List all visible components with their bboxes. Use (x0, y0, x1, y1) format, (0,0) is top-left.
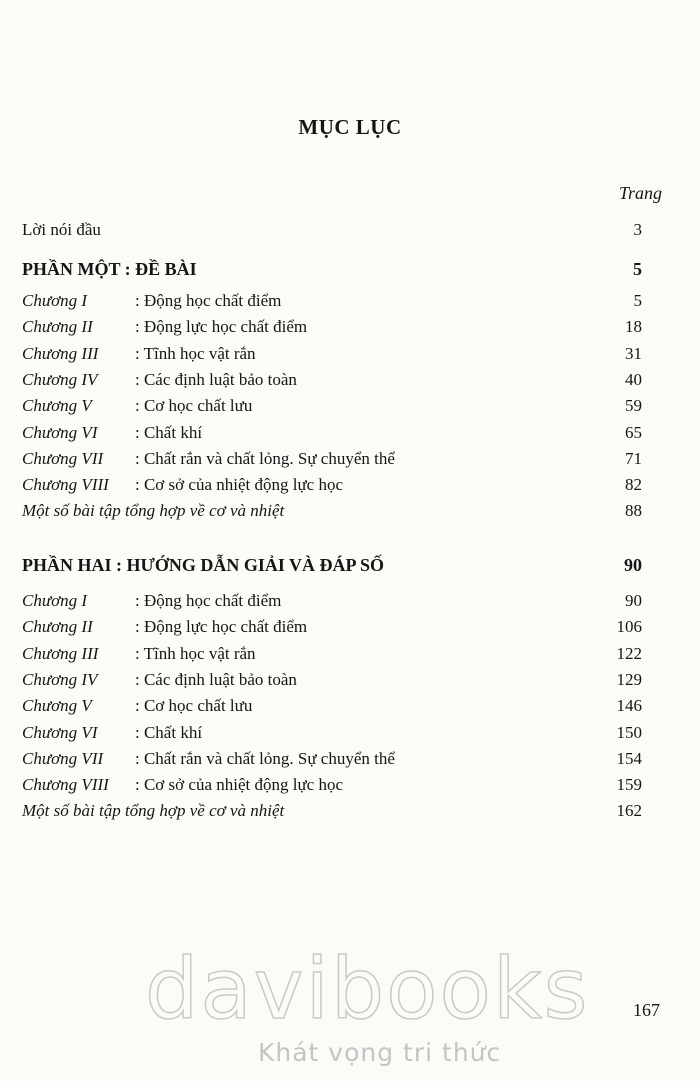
part-heading-1 (22, 257, 642, 281)
chapter-label: Chương III (22, 343, 99, 363)
chapter-page: 59 (625, 396, 642, 416)
chapter-topic: : Động học chất điểm (135, 291, 282, 310)
page-title: MỤC LỤC (298, 115, 402, 139)
part1-label: PHẦN MỘT : ĐỀ BÀI (22, 259, 197, 279)
chapter-page: 150 (616, 722, 642, 742)
misc1-page: 88 (625, 501, 642, 520)
chapter-page: 5 (633, 291, 642, 310)
toc-entry-preface (22, 218, 642, 242)
chapter-topic: : Các định luật bảo toàn (135, 669, 297, 689)
toc-entry (22, 642, 642, 666)
toc-entry (22, 368, 642, 392)
preface-label: Lời nói đầu (22, 220, 101, 239)
chapter-label: Chương VI (22, 722, 98, 742)
part1-page: 5 (633, 259, 642, 279)
chapter-label: Chương II (22, 617, 93, 637)
toc-entry (22, 315, 642, 339)
chapter-topic: : Cơ học chất lưu (135, 696, 253, 716)
chapter-topic: : Động lực học chất điểm (135, 617, 308, 637)
chapter-topic: : Các định luật bảo toàn (135, 369, 297, 389)
part2-label: PHẦN HAI : HƯỚNG DẪN GIẢI VÀ ĐÁP SỐ (22, 555, 385, 575)
toc-entry (22, 342, 642, 366)
page-column-header: Trang (618, 183, 662, 203)
toc-entry-misc-2 (22, 799, 642, 823)
chapter-topic: : Tĩnh học vật rắn (135, 643, 256, 663)
toc-entry (22, 668, 642, 692)
watermark-slogan: Khát vọng tri thức (258, 1038, 502, 1067)
chapter-label: Chương I (22, 591, 88, 610)
chapter-label: Chương VII (22, 448, 104, 468)
chapter-page: 122 (616, 643, 642, 663)
chapter-page: 82 (625, 475, 642, 495)
page-number: 167 (633, 1000, 660, 1020)
toc-entry-misc-1 (22, 499, 642, 523)
chapter-topic: : Chất rắn và chất lỏng. Sự chuyển thể (135, 748, 395, 768)
chapter-label: Chương II (22, 317, 93, 337)
toc-entry (22, 721, 642, 745)
chapter-topic: : Động học chất điểm (135, 591, 282, 610)
watermark-brand: davibooks (145, 940, 590, 1038)
misc2-page: 162 (616, 801, 642, 820)
part-heading-2 (22, 553, 642, 577)
chapter-topic: : Tĩnh học vật rắn (135, 343, 256, 363)
chapter-topic: : Chất khí (135, 722, 203, 742)
chapter-label: Chương V (22, 396, 92, 416)
toc-entry (22, 589, 642, 613)
chapter-label: Chương IV (22, 369, 98, 389)
chapter-topic: : Chất khí (135, 422, 203, 442)
chapter-label: Chương I (22, 291, 88, 310)
chapter-topic: : Chất rắn và chất lỏng. Sự chuyển thể (135, 448, 395, 468)
chapter-label: Chương VI (22, 422, 98, 442)
chapter-page: 40 (625, 369, 642, 389)
chapter-topic: : Động lực học chất điểm (135, 317, 308, 337)
preface-page: 3 (633, 220, 642, 239)
chapter-label: Chương V (22, 696, 92, 716)
chapter-page: 71 (625, 448, 642, 468)
misc2-label: Một số bài tập tổng hợp về cơ và nhiệt (22, 801, 285, 820)
chapter-label: Chương VIII (22, 775, 109, 795)
chapter-label: Chương VII (22, 748, 104, 768)
chapter-topic: : Cơ sở của nhiệt động lực học (135, 775, 344, 795)
toc-entry (22, 421, 642, 445)
toc-entry (22, 394, 642, 418)
chapter-page: 106 (616, 617, 642, 637)
chapter-label: Chương III (22, 643, 99, 663)
chapter-page: 90 (625, 591, 642, 610)
chapter-topic: : Cơ sở của nhiệt động lực học (135, 475, 344, 495)
misc1-label: Một số bài tập tổng hợp về cơ và nhiệt (22, 501, 285, 520)
chapter-page: 146 (616, 696, 642, 716)
chapter-page: 159 (616, 775, 642, 795)
part2-page: 90 (624, 555, 642, 575)
toc-entry (22, 773, 642, 797)
chapter-topic: : Cơ học chất lưu (135, 396, 253, 416)
toc-entry (22, 615, 642, 639)
chapter-label: Chương VIII (22, 475, 109, 495)
chapter-page: 65 (625, 422, 642, 442)
chapter-page: 31 (625, 343, 642, 363)
chapter-page: 18 (625, 317, 642, 337)
toc-entry (22, 473, 642, 497)
toc-entry (22, 694, 642, 718)
chapter-page: 154 (616, 748, 642, 768)
toc-entry (22, 289, 642, 313)
chapter-label: Chương IV (22, 669, 98, 689)
toc-entry (22, 747, 642, 771)
chapter-page: 129 (616, 669, 642, 689)
toc-entry (22, 447, 642, 471)
